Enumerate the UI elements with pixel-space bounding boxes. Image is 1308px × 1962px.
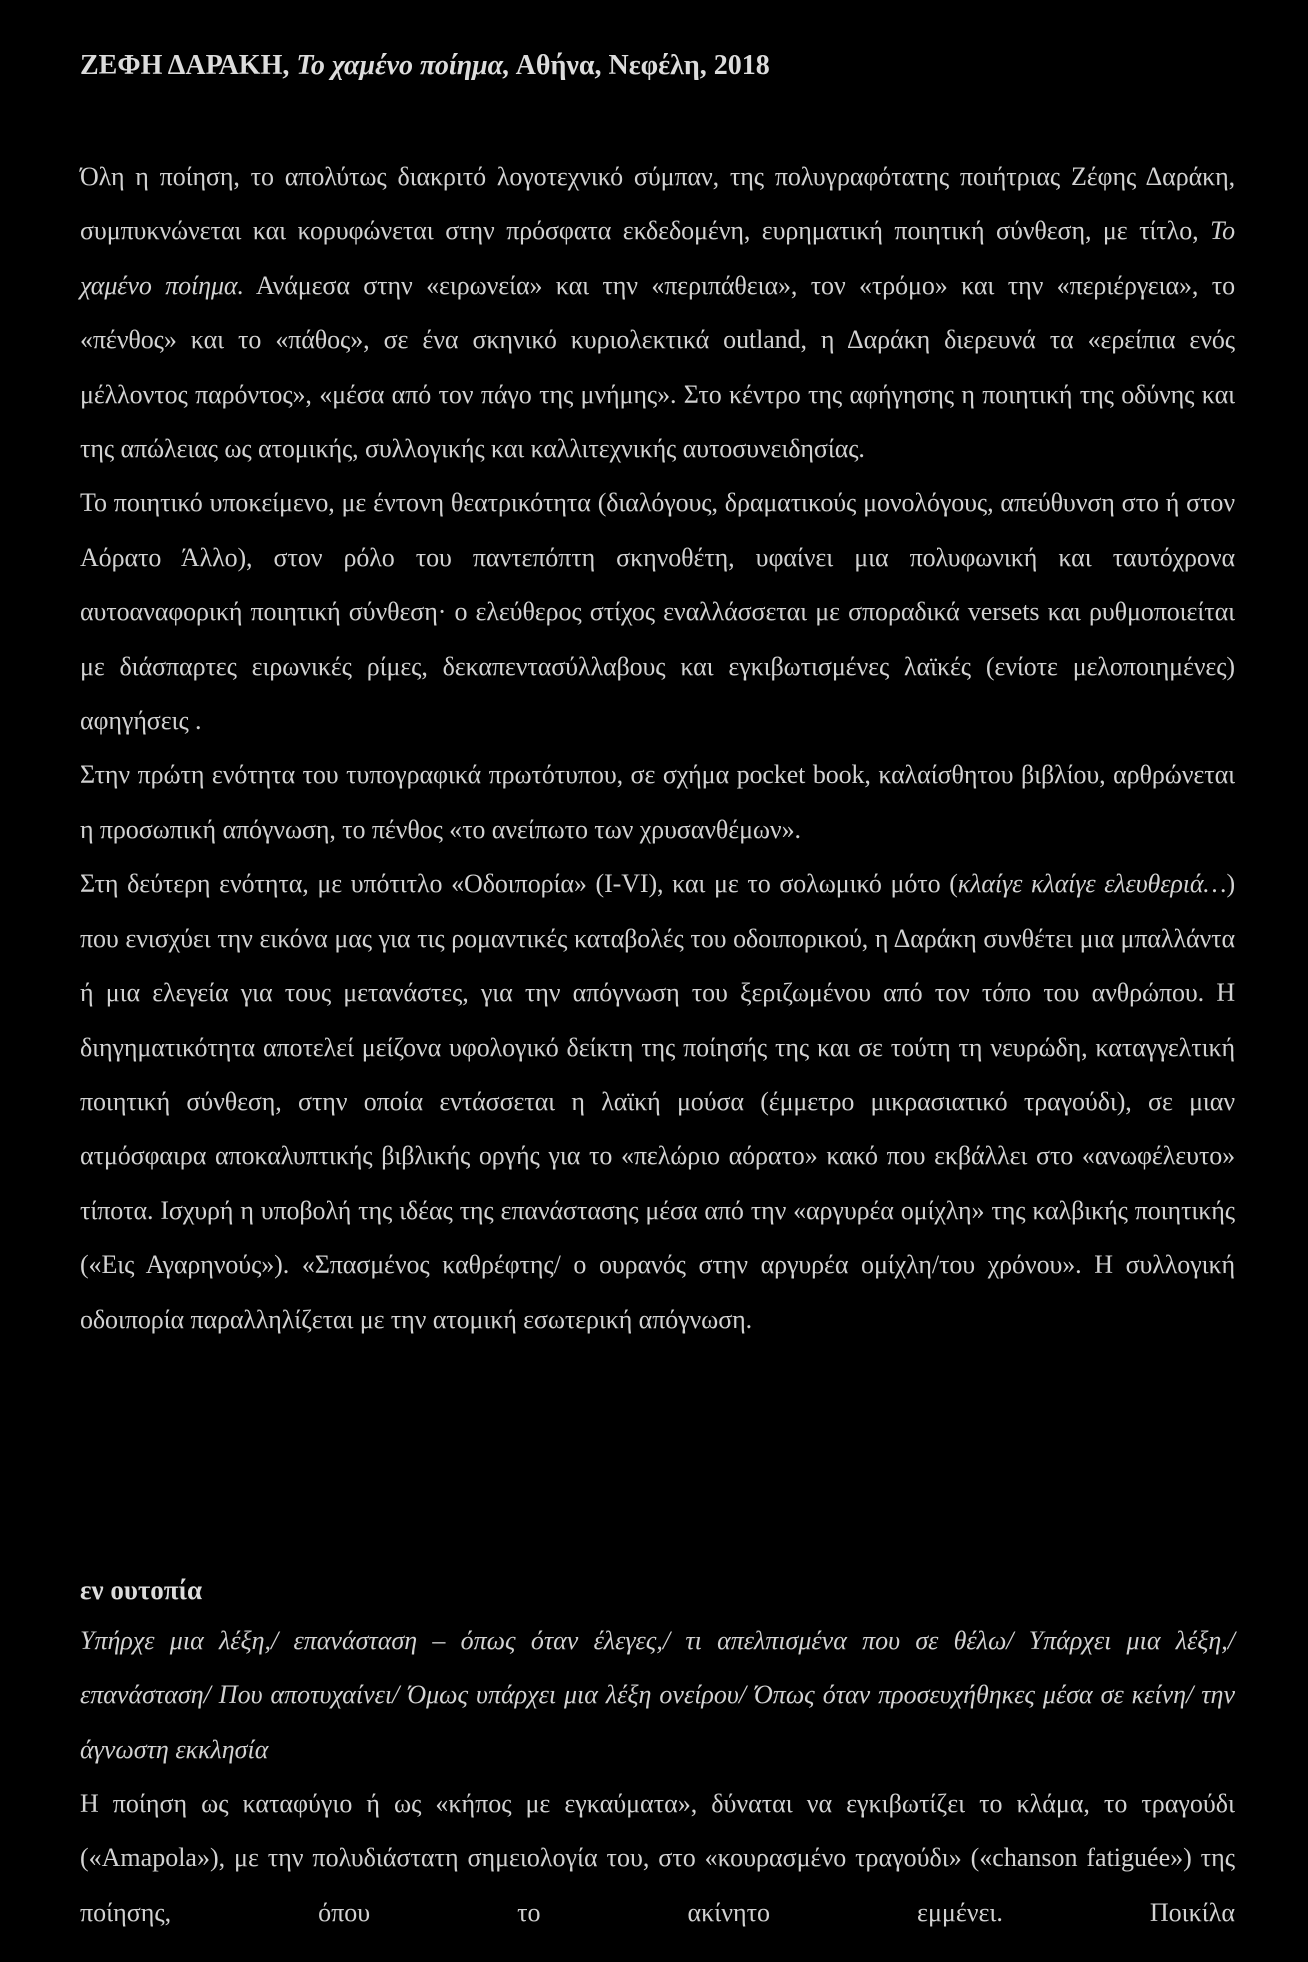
paragraph-4	[80, 857, 1235, 1347]
book-title: Το χαμένο ποίημα,	[296, 50, 511, 81]
publication-info: Αθήνα, Νεφέλη, 2018	[515, 50, 770, 81]
paragraph-1-text-a: Όλη η ποίηση, το απολύτως διακριτό λογοτεχνικό σύμπαν, της πολυγραφότατης ποιήτριας Ζέφης Δαράκη, συμπυκνώνεται και κορυφώνεται στην πρόσφατα εκδεδομένη, ευρηματική ποιητική σύνθεση, με τίτλο,	[80, 162, 1235, 246]
section-title: εν ουτοπία	[80, 1575, 203, 1605]
paragraph-1-text-b: Ανάμεσα στην «ειρωνεία» και την «περιπάθεια», τον «τρόμο» και την «περιέργεια», το «πένθος» και το «πάθος», σε ένα σκηνικό κυριολεκτικά outland, η Δαράκη διερευνά τα «ερείπια ενός μέλλοντος παρόντος», «μέσα από τον πάγο της μνήμης». Στο κέντρο της αφήγησης η ποιητική της οδύνης και της απώλειας ως ατομικής, συλλογικής και καλλιτεχνικής αυτοσυνειδησίας.	[80, 270, 1235, 464]
review-body	[80, 150, 1235, 1347]
closing-paragraph: Η ποίηση ως καταφύγιο ή ως «κήπος με εγκαύματα», δύναται να εγκιβωτίζει το κλάμα, το τραγούδι («Amapola»), με την πολυδιάστατη σημειολογία του, στο «κουρασμένο τραγούδι» («chanson fatiguée») της ποίησης, όπου το ακίνητο εμμένει. Ποικίλα	[80, 1789, 1235, 1927]
review-heading	[80, 44, 1230, 88]
paragraph-3: Στην πρώτη ενότητα του τυπογραφικά πρωτότυπου, σε σχήμα pocket book, καλαίσθητου βιβλίου, αρθρώνεται η προσωπική απόγνωση, το πένθος «το ανείπωτο των χρυσανθέμων».	[80, 760, 1235, 844]
paragraph-4-text-b: ) που ενισχύει την εικόνα μας για τις ρομαντικές καταβολές του οδοιπορικού, η Δαράκη συνθέτει μια μπαλλάντα ή μια ελεγεία για τους μετανάστες, για την απόγνωση του ξεριζωμένου από τον τόπο του ανθρώπου. Η διηγηματικότητα αποτελεί μείζονα υφολογικό δείκτη της ποίησής της και σε τούτη τη νευρώδη, καταγγελτική ποιητική σύνθεση, στην οποία εντάσσεται η λαϊκή μούσα (έμμετρο μικρασιατικό τραγούδι), σε μιαν ατμόσφαιρα αποκαλυπτικής βιβλικής οργής για το «πελώριο αόρατο» κακό που εκβάλλει στο «ανωφέλευτο» τίποτα. Ισχυρή η υποβολή της ιδέας της επανάστασης μέσα από την «αργυρέα ομίχλη» της καλβικής ποιητικής («Εις Αγαρηνούς»). «Σπασμένος καθρέφτης/ ο ουρανός στην αργυρέα ομίχλη/του χρόνου». Η συλλογική οδοιπορία παραλληλίζεται με την ατομική εσωτερική απόγνωση.	[80, 869, 1235, 1334]
paragraph-1-book-title: Το χαμένο ποίημα.	[80, 216, 1235, 300]
paragraph-4-text-a: Στη δεύτερη ενότητα, με υπότιτλο «Οδοιπορία» (I-VI), και με το σολωμικό μότο (	[80, 869, 958, 899]
poem-excerpt: Υπήρχε μια λέξη,/ επανάσταση – όπως όταν έλεγες,/ τι απελπισμένα που σε θέλω/ Υπάρχει μια λέξη,/ επανάσταση/ Που αποτυχαίνει/ Όμως υπάρχει μια λέξη ονείρου/ Όπως όταν προσευχήθηκες μέσα σε κείνη/ την άγνωστη εκκλησία	[80, 1626, 1235, 1764]
paragraph-2: Το ποιητικό υποκείμενο, με έντονη θεατρικότητα (διαλόγους, δραματικούς μονολόγους, απεύθυνση στο ή στον Αόρατο Άλλο), στον ρόλο του παντεπόπτη σκηνοθέτη, υφαίνει μια πολυφωνική και ταυτόχρονα αυτοαναφορική ποιητική σύνθεση· ο ελεύθερος στίχος εναλλάσσεται με σποραδικά versets και ρυθμοποιείται με διάσπαρτες ειρωνικές ρίμες, δεκαπεντασύλλαβους και εγκιβωτισμένες λαϊκές (ενίοτε μελοποιημένες) αφηγήσεις .	[80, 488, 1235, 736]
paragraph-4-motto: κλαίγε κλαίγε ελευθεριά…	[957, 869, 1227, 899]
author-name: ΖΕΦΗ ΔΑΡΑΚΗ,	[80, 50, 290, 81]
paragraph-1	[80, 150, 1235, 476]
